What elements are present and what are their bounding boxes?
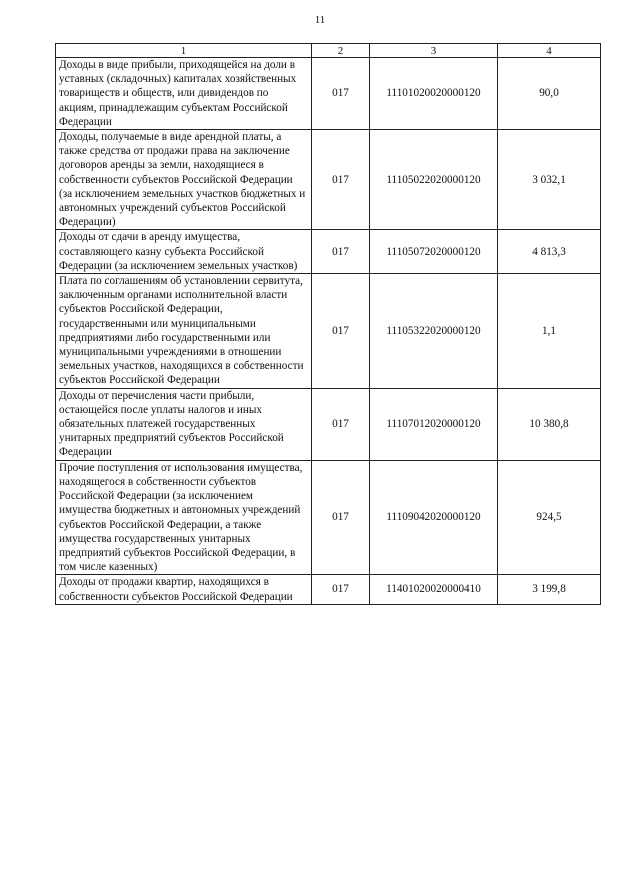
column-header-4: 4 (498, 44, 601, 58)
table-row (56, 388, 601, 460)
table-row (56, 58, 601, 130)
table-row (56, 230, 601, 274)
row-description: Доходы от продажи квартир, находящихся в собственности субъектов Российской Федерации (56, 575, 312, 604)
column-header-2: 2 (312, 44, 370, 58)
row-amount: 3 199,8 (498, 575, 601, 604)
table-header-row (56, 44, 601, 58)
row-description: Доходы, получаемые в виде арендной платы, а также средства от продажи права на заключение договоров аренды за земли, находящиеся в собственности субъектов Российской Федерации (за исключением земельных участков бюджетных и автономных учреждений субъектов Российской Федерации) (56, 130, 312, 230)
table-row (56, 575, 601, 604)
row-classification-code: 11105022020000120 (370, 130, 498, 230)
row-classification-code: 11101020020000120 (370, 58, 498, 130)
column-header-3: 3 (370, 44, 498, 58)
row-amount: 10 380,8 (498, 388, 601, 460)
table-row (56, 130, 601, 230)
row-admin-code: 017 (312, 58, 370, 130)
row-amount: 924,5 (498, 460, 601, 575)
row-classification-code: 11107012020000120 (370, 388, 498, 460)
row-amount: 4 813,3 (498, 230, 601, 274)
row-admin-code: 017 (312, 130, 370, 230)
row-description: Доходы от перечисления части прибыли, остающейся после уплаты налогов и иных обязательных платежей государственных унитарных предприятий субъектов Российской Федерации (56, 388, 312, 460)
page-number: 11 (314, 14, 326, 26)
row-classification-code: 11109042020000120 (370, 460, 498, 575)
row-admin-code: 017 (312, 230, 370, 274)
row-description: Доходы в виде прибыли, приходящейся на доли в уставных (складочных) капиталах хозяйственных товариществ и обществ, или дивидендов по акциям, принадлежащим субъектам Российской Федерации (56, 58, 312, 130)
row-admin-code: 017 (312, 460, 370, 575)
row-description: Прочие поступления от использования имущества, находящегося в собственности субъектов Российской Федерации (за исключением имущества бюджетных и автономных учреждений субъектов Российской Федерации, а также имущества государственных унитарных предприятий субъектов Российской Федерации, в том числе казенных) (56, 460, 312, 575)
revenue-table (55, 43, 601, 605)
row-amount: 90,0 (498, 58, 601, 130)
row-admin-code: 017 (312, 575, 370, 604)
row-classification-code: 11105072020000120 (370, 230, 498, 274)
row-amount: 1,1 (498, 274, 601, 389)
column-header-1: 1 (56, 44, 312, 58)
row-description: Доходы от сдачи в аренду имущества, составляющего казну субъекта Российской Федерации (за исключением земельных участков) (56, 230, 312, 274)
row-admin-code: 017 (312, 274, 370, 389)
row-description: Плата по соглашениям об установлении сервитута, заключенным органами исполнительной власти субъектов Российской Федерации, государственными или муниципальными предприятиями либо государственными или муниципальными учреждениями в отношении земельных участков, находящихся в собственности субъектов Российской Федерации (56, 274, 312, 389)
table-row (56, 274, 601, 389)
row-admin-code: 017 (312, 388, 370, 460)
row-classification-code: 11401020020000410 (370, 575, 498, 604)
table-row (56, 460, 601, 575)
row-amount: 3 032,1 (498, 130, 601, 230)
row-classification-code: 11105322020000120 (370, 274, 498, 389)
